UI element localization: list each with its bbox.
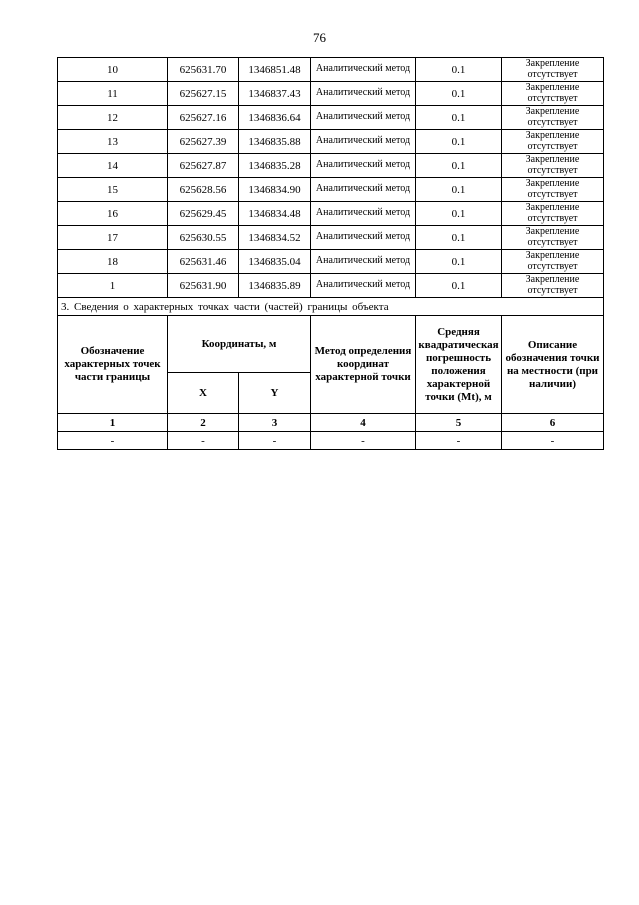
description-cell: Закрепление отсутствует [502,178,604,202]
header-y: Y [239,373,311,414]
point-number-cell: 13 [58,130,168,154]
point-number-cell: 10 [58,58,168,82]
coordinate-x-cell: 625627.16 [168,106,239,130]
method-cell: Аналитический метод [311,202,416,226]
point-number-cell: 15 [58,178,168,202]
coordinate-y-cell: 1346834.52 [239,226,311,250]
accuracy-cell: 0.1 [416,226,502,250]
page-number: 76 [313,30,326,45]
empty-cell: - [58,432,168,450]
coordinate-y-cell: 1346834.90 [239,178,311,202]
boundary-points-table [57,57,604,450]
table-row [58,202,604,226]
header-designation: Обозначение характерных точек части границы [58,316,168,414]
description-cell: Закрепление отсутствует [502,106,604,130]
table-row [58,226,604,250]
point-number-cell: 11 [58,82,168,106]
coordinate-x-cell: 625627.87 [168,154,239,178]
description-cell: Закрепление отсутствует [502,274,604,298]
point-number-cell: 14 [58,154,168,178]
point-number-cell: 18 [58,250,168,274]
method-cell: Аналитический метод [311,154,416,178]
description-cell: Закрепление отсутствует [502,250,604,274]
method-cell: Аналитический метод [311,250,416,274]
accuracy-cell: 0.1 [416,82,502,106]
section3-table [58,298,604,450]
method-cell: Аналитический метод [311,226,416,250]
accuracy-cell: 0.1 [416,58,502,82]
coordinate-y-cell: 1346835.89 [239,274,311,298]
header-method: Метод определения координат характерной точки [311,316,416,414]
coordinate-x-cell: 625631.90 [168,274,239,298]
table-row [58,106,604,130]
coordinate-y-cell: 1346834.48 [239,202,311,226]
table-row [58,58,604,82]
coordinate-x-cell: 625629.45 [168,202,239,226]
accuracy-cell: 0.1 [416,130,502,154]
accuracy-cell: 0.1 [416,250,502,274]
points-table-body [58,58,604,298]
empty-cell: - [311,432,416,450]
point-number-cell: 12 [58,106,168,130]
coordinate-y-cell: 1346835.28 [239,154,311,178]
accuracy-cell: 0.1 [416,106,502,130]
coordinate-x-cell: 625627.15 [168,82,239,106]
point-number-cell: 1 [58,274,168,298]
method-cell: Аналитический метод [311,274,416,298]
table-row [58,154,604,178]
coordinate-y-cell: 1346836.64 [239,106,311,130]
header-description: Описание обозначения точки на местности (при наличии) [502,316,604,414]
table-row [58,130,604,154]
coordinate-x-cell: 625631.46 [168,250,239,274]
empty-data-row [58,432,604,450]
table-row [58,274,604,298]
column-number: 6 [502,414,604,432]
accuracy-cell: 0.1 [416,202,502,226]
column-number: 3 [239,414,311,432]
table-row [58,178,604,202]
coordinate-x-cell: 625628.56 [168,178,239,202]
description-cell: Закрепление отсутствует [502,226,604,250]
coordinate-y-cell: 1346835.88 [239,130,311,154]
description-cell: Закрепление отсутствует [502,130,604,154]
coordinate-x-cell: 625630.55 [168,226,239,250]
method-cell: Аналитический метод [311,58,416,82]
empty-cell: - [168,432,239,450]
point-number-cell: 17 [58,226,168,250]
empty-cell: - [416,432,502,450]
coordinate-x-cell: 625627.39 [168,130,239,154]
header-accuracy: Средняя квадратическая погрешность положения характерной точки (Mt), м [416,316,502,414]
column-number: 5 [416,414,502,432]
column-number: 4 [311,414,416,432]
description-cell: Закрепление отсутствует [502,154,604,178]
method-cell: Аналитический метод [311,82,416,106]
coordinate-y-cell: 1346837.43 [239,82,311,106]
method-cell: Аналитический метод [311,106,416,130]
column-number: 1 [58,414,168,432]
column-number: 2 [168,414,239,432]
header-coordinates: Координаты, м [168,316,311,373]
table-row [58,82,604,106]
accuracy-cell: 0.1 [416,178,502,202]
description-cell: Закрепление отсутствует [502,202,604,226]
accuracy-cell: 0.1 [416,154,502,178]
coordinate-x-cell: 625631.70 [168,58,239,82]
accuracy-cell: 0.1 [416,274,502,298]
description-cell: Закрепление отсутствует [502,58,604,82]
column-numbers-row [58,414,604,432]
empty-cell: - [502,432,604,450]
header-x: X [168,373,239,414]
coordinate-y-cell: 1346851.48 [239,58,311,82]
method-cell: Аналитический метод [311,130,416,154]
empty-cell: - [239,432,311,450]
description-cell: Закрепление отсутствует [502,82,604,106]
method-cell: Аналитический метод [311,178,416,202]
point-number-cell: 16 [58,202,168,226]
coordinate-y-cell: 1346835.04 [239,250,311,274]
table-row [58,250,604,274]
section3-title: 3. Сведения о характерных точках части (частей) границы объекта [58,298,604,316]
